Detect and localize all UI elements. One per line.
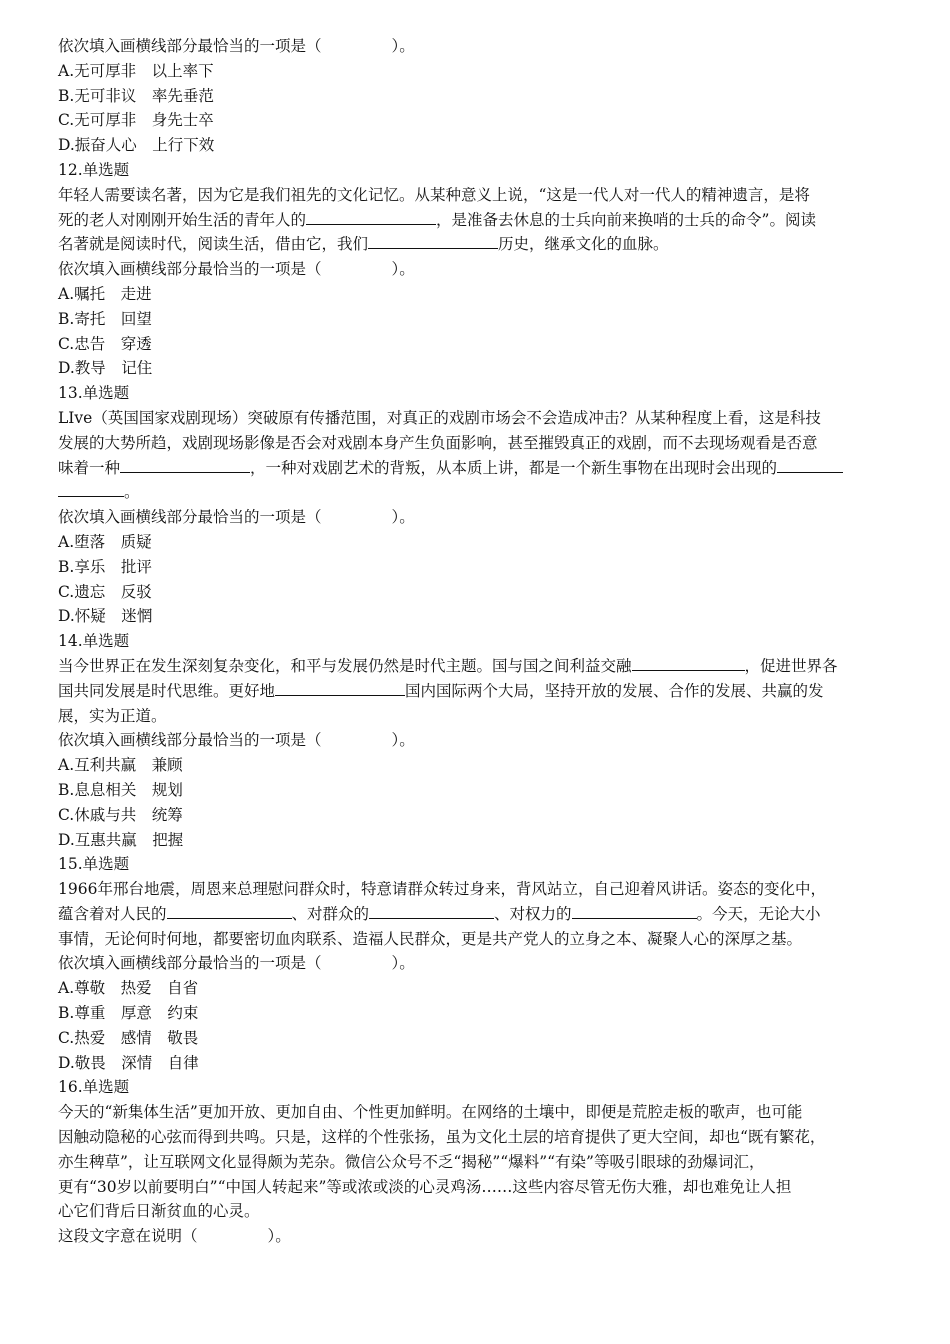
q13-passage-line-3: 味着一种 ，一种对戏剧艺术的背叛，从本质上讲，都是一个新生事物在出现时会出现的 — [58, 456, 898, 481]
q12-blank-2 — [368, 232, 498, 249]
q15-blank-2 — [369, 902, 494, 919]
q12-option-d: D.教导 记住 — [58, 359, 153, 378]
q14-stem: 依次填入画横线部分最恰当的一项是（ ）。 — [58, 731, 415, 750]
q15-passage-line-3: 事情，无论何时何地，都要密切血肉联系、造福人民群众，更是共产党人的立身之本、凝聚人心的深厚之基。 — [58, 929, 803, 948]
q16-passage-line-3: 亦生稗草”，让互联网文化显得颇为芜杂。微信公众号不乏“揭秘”“爆料”“有染”等吸引眼球的劲爆词汇， — [58, 1152, 765, 1171]
q12-option-b: B.寄托 回望 — [58, 309, 152, 328]
q14-passage-line-2: 国共同发展是时代思维。更好地 国内国际两个大局，坚持开放的发展、合作的发展、共赢的发 — [58, 679, 898, 704]
q15-passage-line-1: 1966年邢台地震，周恩来总理慰问群众时，特意请群众转过身来，背风站立，自己迎着风讲话。姿态的变化中， — [58, 880, 826, 899]
q16-header: 16.单选题 — [58, 1078, 130, 1097]
q15-option-b: B.尊重 厚意 约束 — [58, 1004, 199, 1023]
q15-option-c: C.热爱 感情 敬畏 — [58, 1028, 199, 1047]
q11-option-b: B.无可非议 率先垂范 — [58, 86, 214, 105]
q16-stem: 这段文字意在说明（ ）。 — [58, 1227, 291, 1246]
q11-option-d: D.振奋人心 上行下效 — [58, 136, 215, 155]
q14-blank-1 — [632, 654, 745, 671]
q13-option-d: D.怀疑 迷惘 — [58, 607, 153, 626]
q15-option-d: D.敬畏 深情 自律 — [58, 1053, 199, 1072]
q12-passage-line-2: 死的老人对刚刚开始生活的青年人的 ，是准备去休息的士兵向前来换哨的士兵的命令”。阅读 — [58, 208, 898, 233]
q16-passage-line-2: 因触动隐秘的心弦而得到共鸣。只是，这样的个性张扬，虽为文化土层的培育提供了更大空间，却也“既有繁花， — [58, 1128, 826, 1147]
q15-passage-line-2: 蕴含着对人民的 、对群众的 、对权力的 。今天，无论大小 — [58, 902, 898, 927]
q14-blank-2 — [275, 679, 405, 696]
q13-blank-2a — [777, 456, 843, 473]
q14-option-d: D.互惠共赢 把握 — [58, 830, 184, 849]
q14-option-a: A.互利共赢 兼顾 — [58, 756, 183, 775]
q11-stem — [58, 34, 898, 59]
q11-stem-end: ）。 — [391, 37, 415, 55]
q12-passage-line-3: 名著就是阅读时代，阅读生活，借由它，我们 历史，继承文化的血脉。 — [58, 232, 898, 257]
q15-blank-1 — [167, 902, 292, 919]
q16-passage-line-1: 今天的“新集体生活”更加开放、更加自由、个性更加鲜明。在网络的土壤中，即便是荒腔走板的歌声，也可能 — [58, 1103, 803, 1122]
q14-option-b: B.息息相关 规划 — [58, 780, 183, 799]
q14-option-c: C.休戚与共 统筹 — [58, 805, 183, 824]
q13-option-a: A.堕落 质疑 — [58, 532, 152, 551]
q16-passage-line-4: 更有“30岁以前要明白”“中国人转起来”等或浓或淡的心灵鸡汤……这些内容尽管无伤大雅，却也难免让人担 — [58, 1177, 792, 1196]
q12-passage-line-1: 年轻人需要读名著，因为它是我们祖先的文化记忆。从某种意义上说，“这是一代人对一代人的精神遗言，是将 — [58, 185, 810, 204]
q12-option-c: C.忠告 穿透 — [58, 334, 152, 353]
q15-option-a: A.尊敬 热爱 自省 — [58, 979, 199, 998]
q13-option-b: B.享乐 批评 — [58, 557, 152, 576]
document-page — [58, 34, 898, 1249]
q12-stem: 依次填入画横线部分最恰当的一项是（ ）。 — [58, 260, 415, 279]
q12-option-a: A.嘱托 走进 — [58, 284, 152, 303]
q15-blank-3 — [572, 902, 697, 919]
q15-stem: 依次填入画横线部分最恰当的一项是（ ）。 — [58, 954, 415, 973]
q13-option-c: C.遗忘 反驳 — [58, 582, 152, 601]
q11-option-a: A.无可厚非 以上率下 — [58, 61, 214, 80]
q14-passage-line-1: 当今世界正在发生深刻复杂变化，和平与发展仍然是时代主题。国与国之间利益交融 ，促进世界各 — [58, 654, 898, 679]
q12-header: 12.单选题 — [58, 160, 130, 179]
q14-header: 14.单选题 — [58, 632, 130, 651]
q13-blank-2b — [58, 480, 124, 497]
q13-passage-line-2: 发展的大势所趋，戏剧现场影像是否会对戏剧本身产生负面影响，甚至摧毁真正的戏剧，而不去现场观看是否意 — [58, 433, 818, 452]
q14-passage-line-3: 展，实为正道。 — [58, 706, 167, 725]
q11-stem-text: 依次填入画横线部分最恰当的一项是（ — [58, 37, 322, 55]
q13-passage-line-4: 。 — [58, 480, 898, 505]
q13-header: 13.单选题 — [58, 384, 130, 403]
q15-header: 15.单选题 — [58, 855, 130, 874]
q12-blank-1 — [306, 208, 436, 225]
q13-stem: 依次填入画横线部分最恰当的一项是（ ）。 — [58, 508, 415, 527]
q13-blank-1 — [120, 456, 250, 473]
q11-option-c: C.无可厚非 身先士卒 — [58, 111, 214, 130]
q13-passage-line-1: LIve（英国国家戏剧现场）突破原有传播范围，对真正的戏剧市场会不会造成冲击？从某种程度上看，这是科技 — [58, 408, 821, 427]
q16-passage-line-5: 心它们背后日渐贫血的心灵。 — [58, 1202, 260, 1221]
